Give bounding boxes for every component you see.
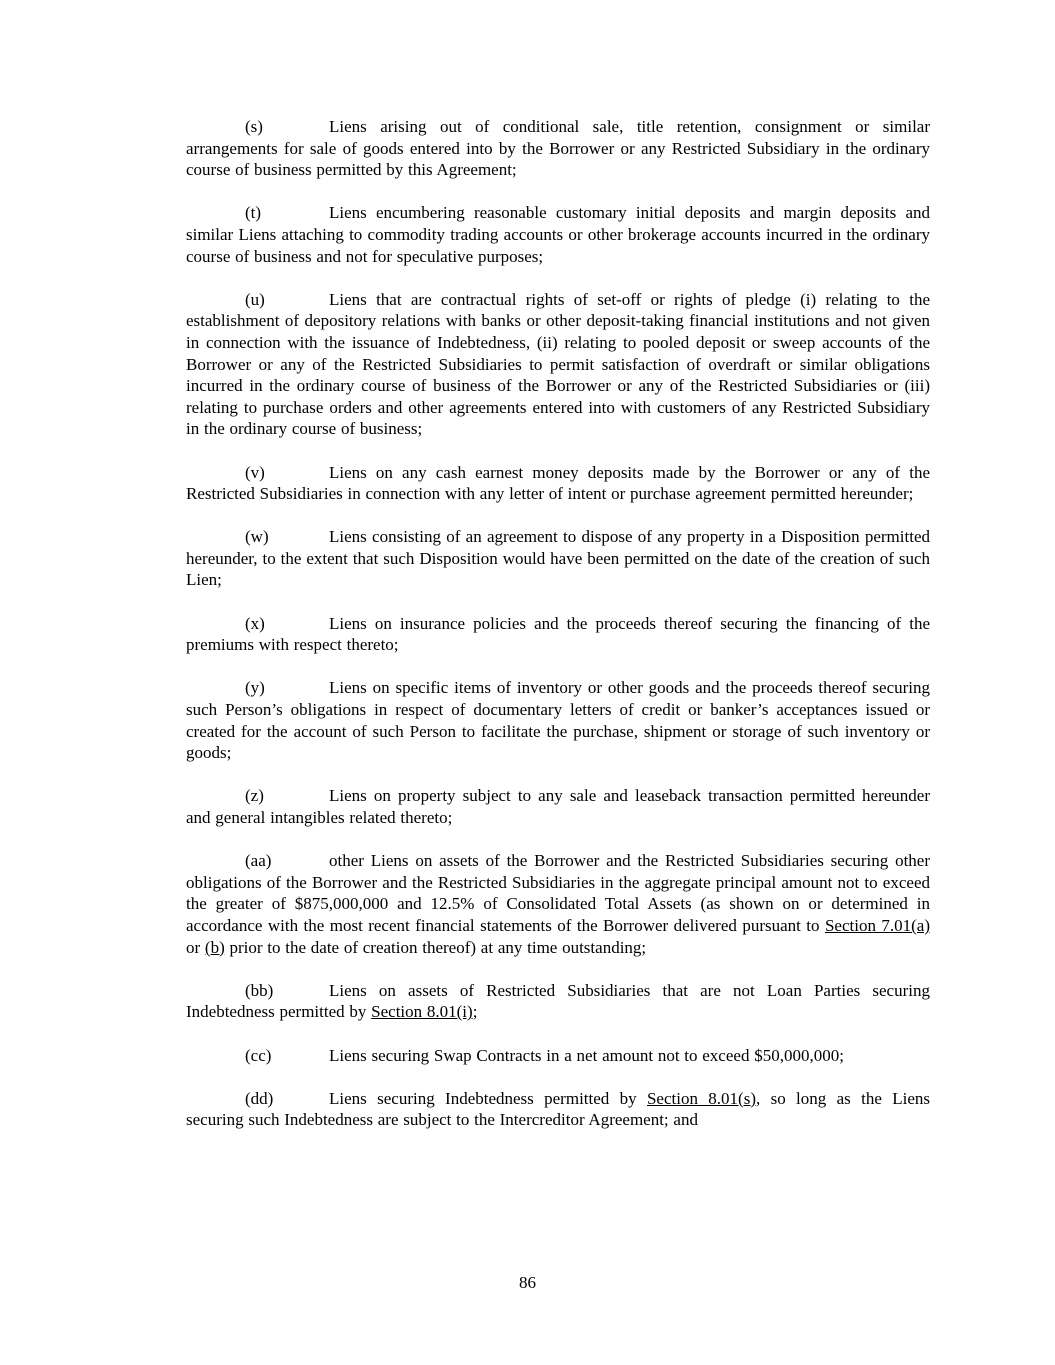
section-reference: Section 8.01(i) (371, 1002, 473, 1022)
paragraph (186, 116, 930, 181)
paragraph (186, 1045, 930, 1067)
page-number: 86 (519, 1273, 536, 1292)
paragraph-text: Liens that are contractual rights of set-off or rights of pledge (i) relating to the establishment of depository relations with banks or other deposit-taking financial institutions and not given in connection with the issuance of Indebtedness, (ii) relating to pooled deposit or sweep accounts of the Borrower or any of the Restricted Subsidiaries to permit satisfaction of overdraft or similar obligations incurred in the ordinary course of business of the Borrower or any of the Restricted Subsidiaries or (iii) relating to purchase orders and other agreements entered into with customers of any Restricted Subsidiary in the ordinary course of business; (186, 289, 930, 439)
paragraph-text: Liens on any cash earnest money deposits made by the Borrower or any of the Restricted Subsidiaries in connection with any letter of intent or purchase agreement permitted hereunder; (186, 462, 930, 504)
paragraph-text: Liens on insurance policies and the proceeds thereof securing the financing of the premiums with respect thereto; (186, 613, 930, 655)
paragraph-text: Liens securing Indebtedness permitted by (329, 1088, 647, 1108)
paragraph-label: (y) (245, 678, 265, 698)
paragraph-label: (aa) (245, 851, 272, 871)
document-body (186, 116, 930, 1153)
paragraph-label: (z) (245, 786, 264, 806)
paragraph-text: prior to the date of creation thereof) at any time outstanding; (224, 937, 647, 957)
section-reference: Section 8.01(s) (646, 1088, 756, 1108)
paragraph-label: (u) (245, 289, 265, 309)
paragraph-text: Liens on property subject to any sale and leaseback transaction permitted hereunder and general intangibles related thereto; (186, 786, 930, 827)
paragraph-text: Liens encumbering reasonable customary initial deposits and margin deposits and similar Liens attaching to commodity trading accounts or other brokerage accounts incurred in the ordinary course of business and not for speculative purposes; (186, 203, 930, 266)
paragraph-label: (t) (245, 203, 262, 223)
paragraph-label: (x) (245, 613, 265, 633)
paragraph-label: (dd) (245, 1088, 274, 1108)
paragraph (186, 526, 930, 591)
paragraph (186, 202, 930, 267)
paragraph (186, 785, 930, 828)
paragraph-label: (v) (245, 462, 265, 482)
paragraph (186, 613, 930, 656)
paragraph (186, 850, 930, 958)
paragraph-text: Liens securing Swap Contracts in a net amount not to exceed $50,000,000; (329, 1045, 844, 1065)
paragraph-text: , so long as the Liens securing such Indebtedness are subject to the Intercreditor Agreement; and (186, 1088, 930, 1130)
paragraph-text: Liens consisting of an agreement to dispose of any property in a Disposition permitted hereunder, to the extent that such Disposition would have been permitted on the date of the creation of such Lien; (186, 527, 930, 590)
paragraph (186, 677, 930, 763)
section-reference: Section 7.01(a) (824, 915, 930, 935)
paragraph-text: Liens arising out of conditional sale, title retention, consignment or similar arrangements for sale of goods entered into by the Borrower or any Restricted Subsidiary in the ordinary course of business permitted by this Agreement; (186, 117, 930, 180)
paragraph-label: (cc) (245, 1045, 272, 1065)
section-reference: (b) (204, 937, 225, 957)
paragraph-label: (s) (245, 117, 263, 136)
paragraph-text: Liens on assets of Restricted Subsidiaries that are not Loan Parties securing Indebtedness permitted by (186, 980, 930, 1022)
paragraph (186, 980, 930, 1023)
paragraph-text: Liens on specific items of inventory or other goods and the proceeds thereof securing such Person’s obligations in respect of documentary letters of credit or banker’s acceptances issued or created for the account of such Person to facilitate the purchase, shipment or storage of such inventory or goods; (186, 678, 930, 763)
paragraph (186, 289, 930, 440)
paragraph (186, 1088, 930, 1131)
paragraph-label: (w) (245, 527, 269, 547)
paragraph-text: or (186, 937, 205, 957)
paragraph-label: (bb) (245, 980, 274, 1000)
paragraph-text: ; (472, 1002, 478, 1022)
paragraph (186, 462, 930, 505)
paragraph-text: other Liens on assets of the Borrower and the Restricted Subsidiaries securing other obligations of the Borrower and the Restricted Subsidiaries in the aggregate principal amount not to exceed the greater of $875,000,000 and 12.5% of Consolidated Total Assets (as shown on or determined in accordance with the most recent financial statements of the Borrower delivered pursuant to (186, 851, 930, 935)
